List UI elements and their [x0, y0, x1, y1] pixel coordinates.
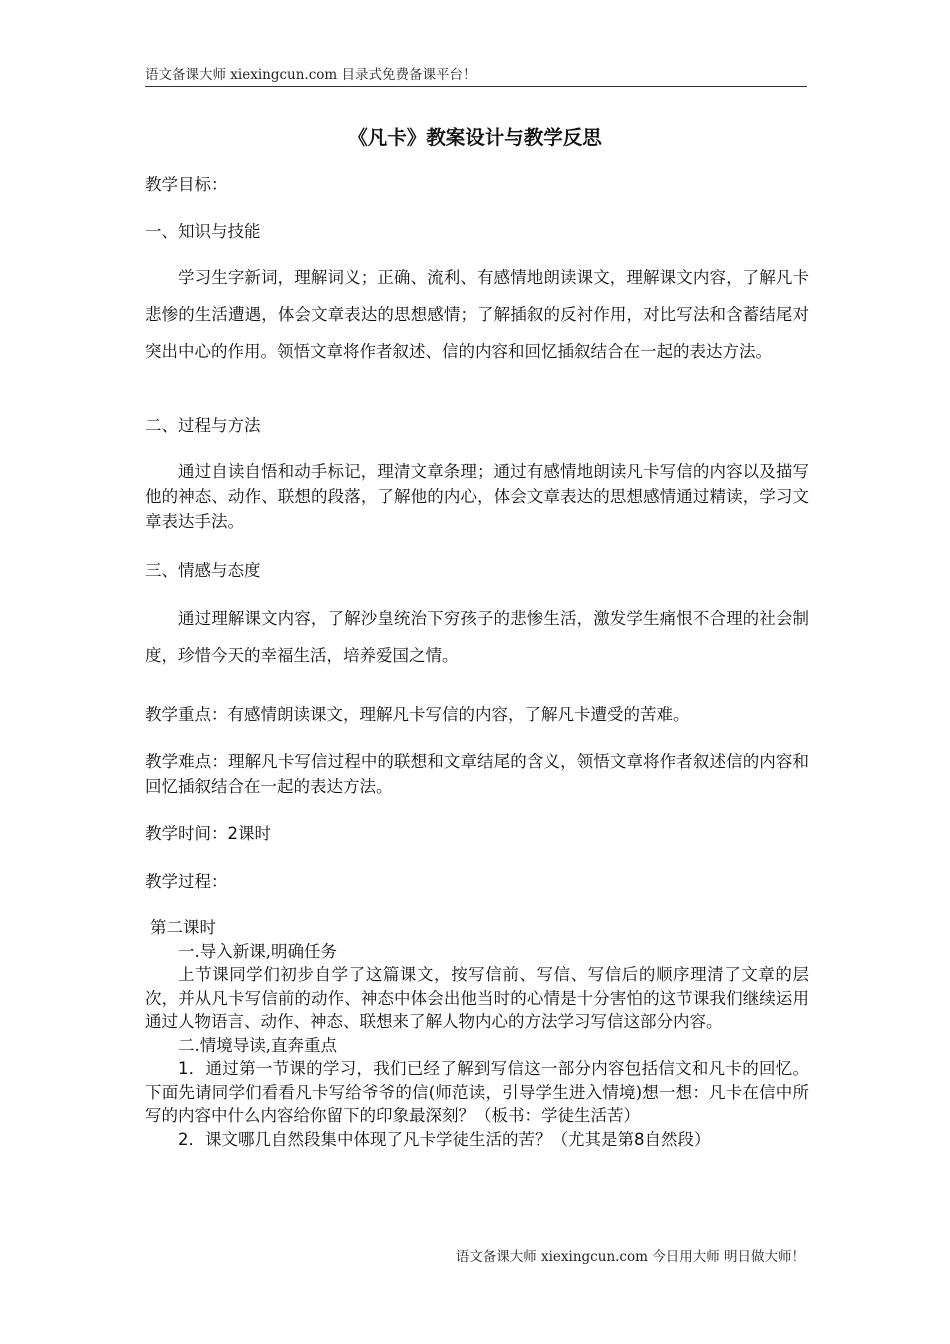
item2-paragraph-number: 8: [634, 1129, 645, 1149]
step1-text: 上节课同学们初步自学了这篇课文，按写信前、写信、写信后的顺序理清了文章的层次，并从凡卡写信前的动作、神态中体会出他当时的心情是十分害怕的这节课我们继续运用通过人物语言、动作、神态、联想来了解人物内心的方法学习写信这部分内容。: [145, 965, 809, 1031]
item2-text-a: ．课文哪几自然段集中体现了凡卡学徒生活的苦？（尤其是第: [188, 1129, 634, 1149]
difficulty-text: 教学难点：理解凡卡写信过程中的联想和文章结尾的含义，领悟文章将作者叙述信的内容和回忆插叙结合在一起的表达方法。: [145, 752, 809, 796]
document-title: 《凡卡》教案设计与教学反思: [348, 126, 602, 149]
process-heading: 二、过程与方法: [145, 416, 261, 435]
process-text: 通过自读自悟和动手标记，理清文章条理；通过有感情地朗读凡卡写信的内容以及描写他的神态、动作、联想的段落，了解他的内心，体会文章表达的思想感情通过精读，学习文章表达手法。: [145, 462, 809, 531]
knowledge-heading: 一、知识与技能: [145, 222, 261, 241]
lesson-title: 第二课时: [149, 918, 216, 937]
time-number: 2: [227, 824, 238, 843]
item1-number: 1: [178, 1059, 189, 1078]
item2-number: 2: [178, 1129, 189, 1149]
step1-heading: 一.导入新课,明确任务: [178, 941, 337, 961]
key-point: 教学重点：有感情朗读课文，理解凡卡写信的内容，了解凡卡遭受的苦难。: [145, 705, 690, 724]
page-footer: 语文备课大师 xiexingcun.com 今日用大师 明日做大师！: [455, 1249, 805, 1265]
item2-text-b: 自然段）: [644, 1129, 711, 1149]
emotion-heading: 三、情感与态度: [145, 561, 261, 580]
step2-item-2: [145, 1128, 809, 1152]
procedure-heading: 教学过程：: [145, 872, 228, 891]
header-divider: [145, 86, 807, 87]
lesson-block: [145, 916, 809, 1151]
knowledge-text: 学习生字新词，理解词义；正确、流利、有感情地朗读课文，理解课文内容，了解凡卡悲惨的生活遭遇，体会文章表达的思想感情；了解插叙的反衬作用，对比写法和含蓄结尾对突出中心的作用。领悟文章将作者叙述、信的内容和回忆插叙结合在一起的表达方法。: [145, 268, 809, 361]
item1-text: ．通过第一节课的学习，我们已经了解到写信这一部分内容包括信文和凡卡的回忆。下面先请同学们看看凡卡写给爷爷的信(师范读，引导学生进入情境)想一想：凡卡在信中所写的内容中什么内容给你留下的印象最深刻？（板书：学徒生活苦）: [145, 1059, 809, 1125]
page-header: 语文备课大师 xiexingcun.com 目录式免费备课平台！: [145, 67, 477, 83]
goals-heading: 教学目标：: [145, 175, 228, 194]
step2-heading: 二.情境导读,直奔重点: [178, 1035, 337, 1055]
step2-item-1: [145, 1057, 809, 1128]
difficulty-paragraph: [145, 749, 809, 799]
teaching-time: [145, 823, 271, 845]
process-paragraph: [145, 459, 809, 534]
emotion-text: 通过理解课文内容，了解沙皇统治下穷孩子的悲惨生活，激发学生痛恨不合理的社会制度，珍惜今天的幸福生活，培养爱国之情。: [145, 609, 809, 665]
knowledge-paragraph: [145, 259, 809, 370]
emotion-paragraph: [145, 600, 809, 674]
time-label: 教学时间：: [145, 824, 228, 843]
time-unit: 课时: [238, 824, 271, 843]
